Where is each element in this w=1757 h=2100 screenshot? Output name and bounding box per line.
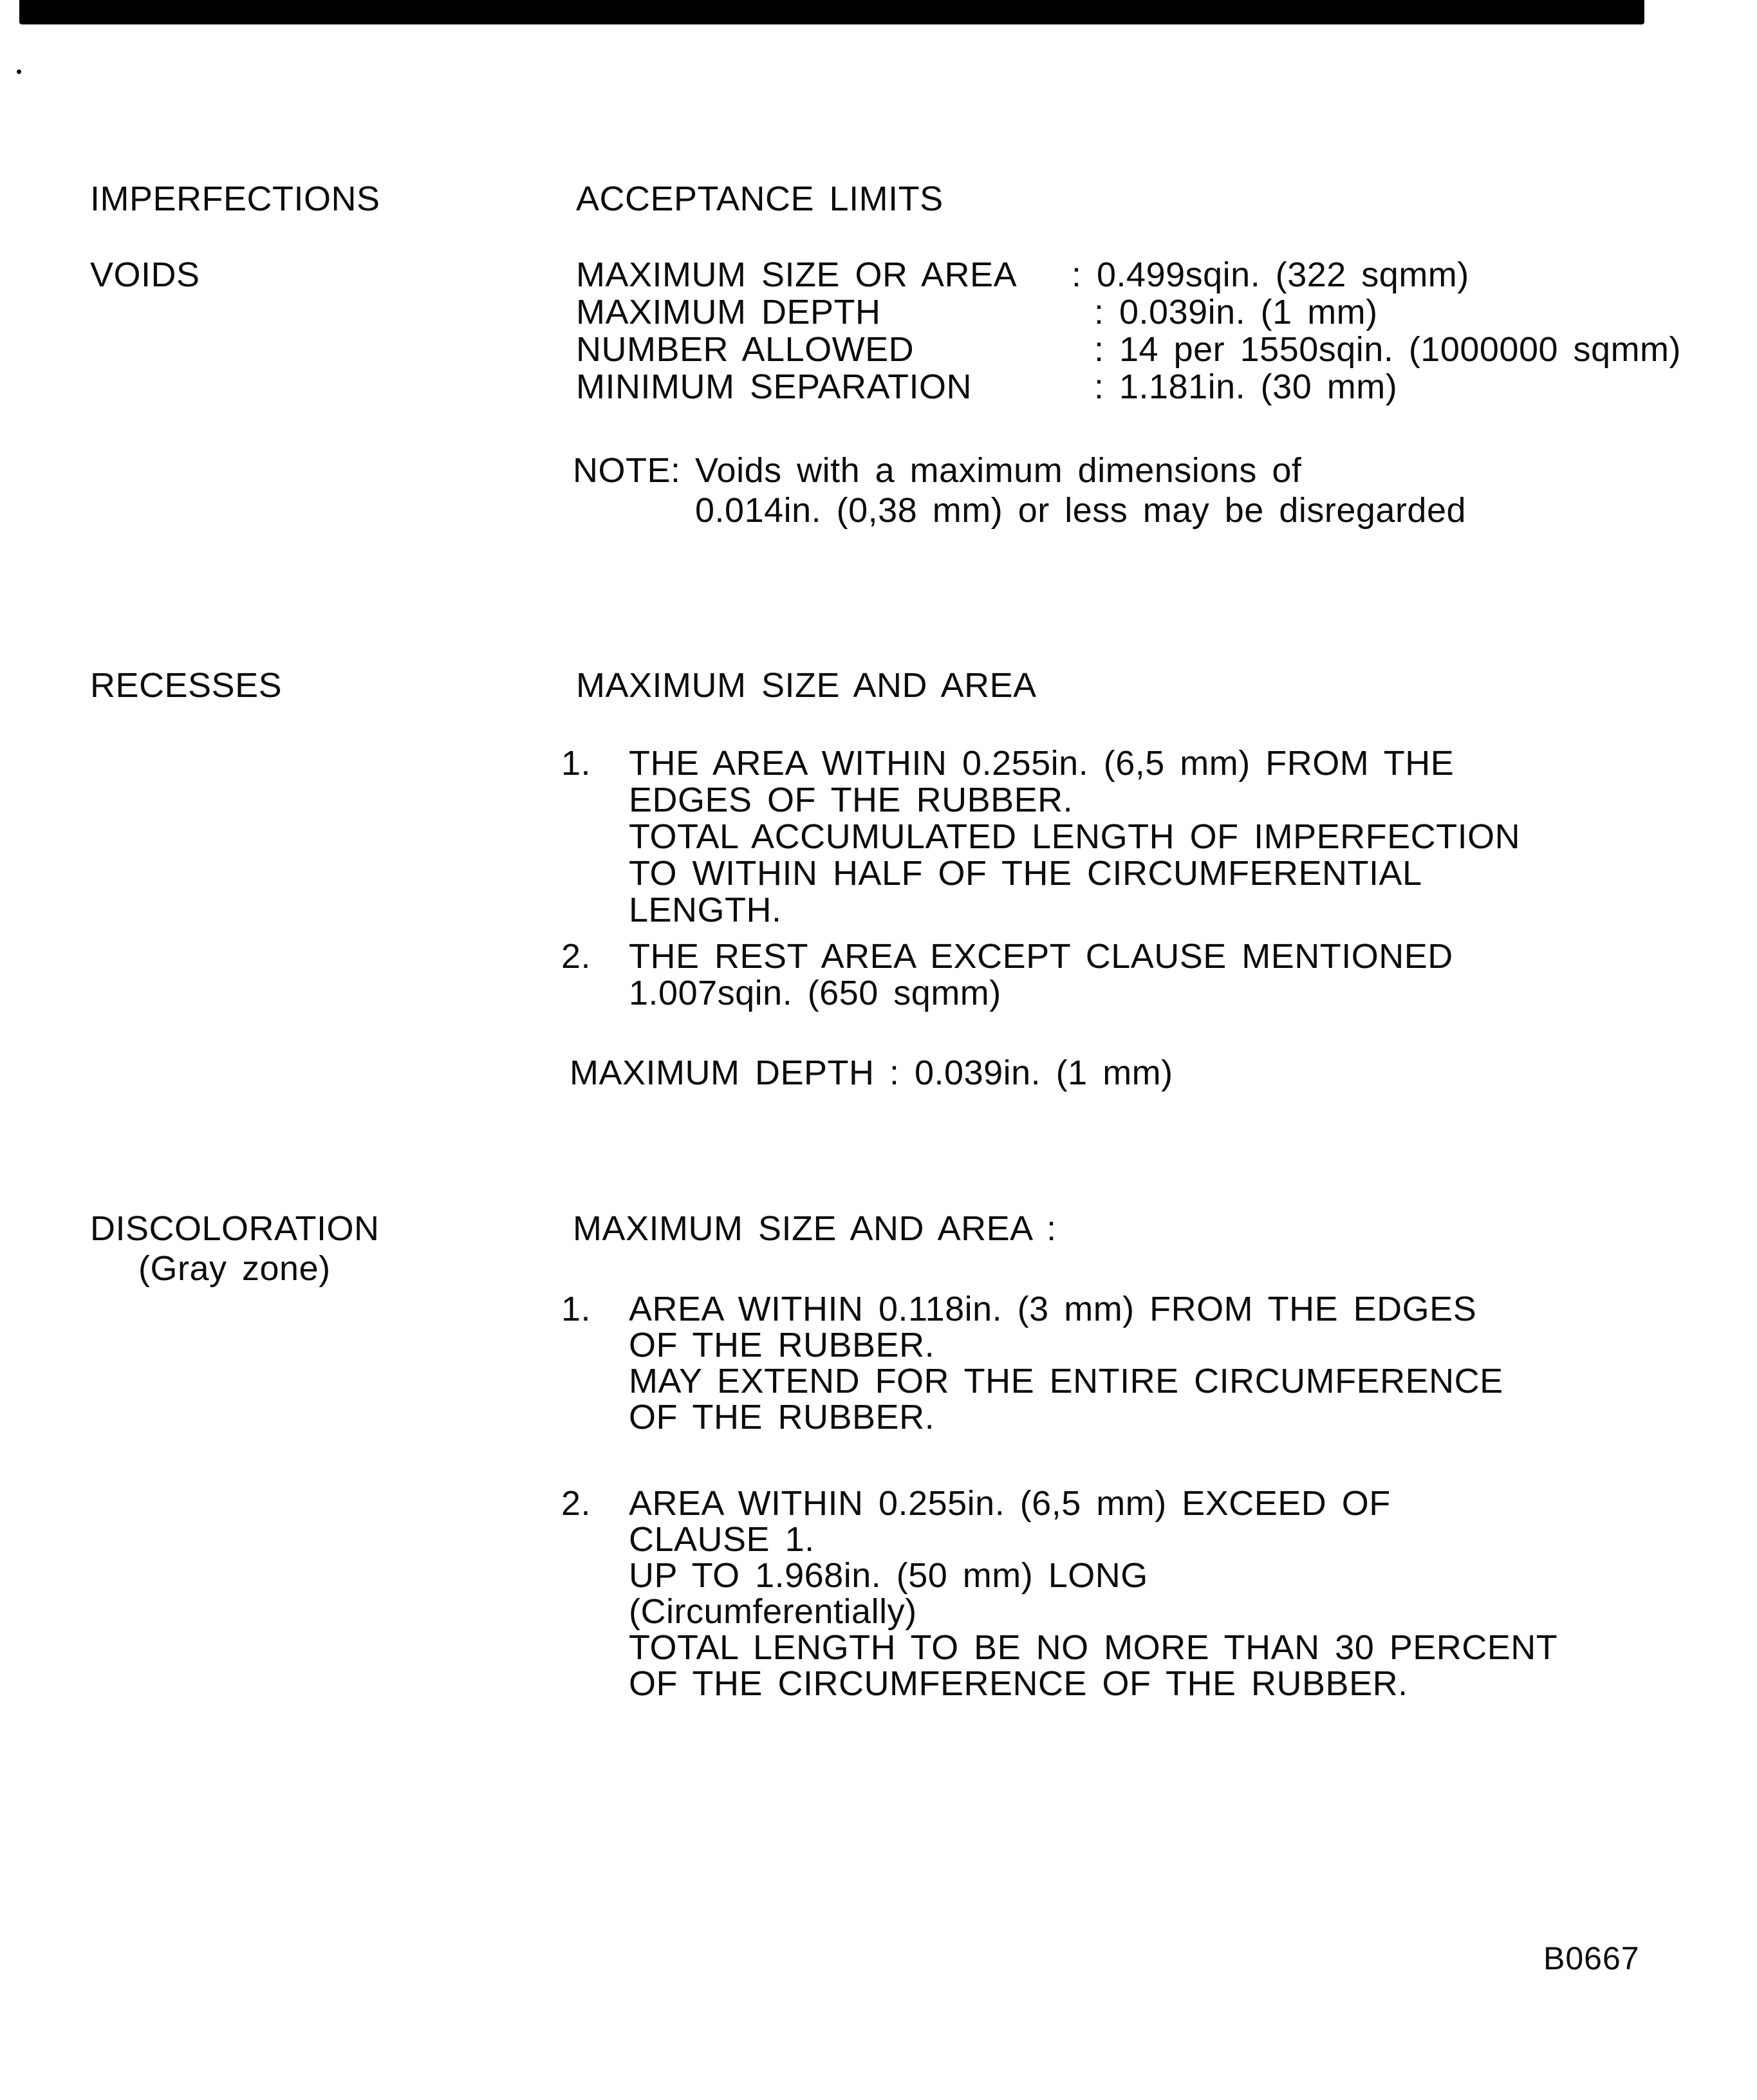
list-item-number: 1. <box>561 744 591 783</box>
voids-row-value: : 0.039in. (1 mm) <box>1094 293 1378 331</box>
list-item-line: AREA WITHIN 0.118in. (3 mm) FROM THE EDGES <box>629 1290 1477 1328</box>
recesses-max-depth: MAXIMUM DEPTH : 0.039in. (1 mm) <box>570 1054 1173 1092</box>
note-body <box>695 451 1466 530</box>
list-item-body <box>629 938 1453 1012</box>
list-item-number: 2. <box>561 937 591 976</box>
list-item-line: TOTAL ACCUMULATED LENGTH OF IMPERFECTION <box>629 817 1521 856</box>
list-item-line: CLAUSE 1. <box>629 1520 815 1559</box>
list-item-line: OF THE RUBBER. <box>629 1326 935 1364</box>
scan-speck-dot <box>17 70 21 74</box>
list-item-line: UP TO 1.968in. (50 mm) LONG <box>629 1556 1148 1595</box>
list-item-body <box>629 1485 1557 1702</box>
list-item-number: 1. <box>561 1290 591 1328</box>
discoloration-heading: MAXIMUM SIZE AND AREA : <box>573 1209 1057 1248</box>
scan-artifact-top-bar <box>19 0 1644 24</box>
list-item-line: AREA WITHIN 0.255in. (6,5 mm) EXCEED OF <box>629 1484 1391 1523</box>
voids-row-value: : 1.181in. (30 mm) <box>1094 367 1398 406</box>
voids-row-value: : 14 per 1550sqin. (1000000 sqmm) <box>1094 330 1682 369</box>
list-item-line: MAY EXTEND FOR THE ENTIRE CIRCUMFERENCE <box>629 1362 1503 1400</box>
list-item-line: THE REST AREA EXCEPT CLAUSE MENTIONED <box>629 937 1453 976</box>
section-sublabel-gray-zone: (Gray zone) <box>138 1249 331 1288</box>
note-line: 0.014in. (0,38 mm) or less may be disregarded <box>695 491 1467 530</box>
column-header-imperfections: IMPERFECTIONS <box>90 180 380 218</box>
list-item-line: THE AREA WITHIN 0.255in. (6,5 mm) FROM THE <box>629 744 1455 783</box>
discoloration-list-item-2 <box>561 1485 1557 1702</box>
column-header-acceptance-limits: ACCEPTANCE LIMITS <box>576 180 944 218</box>
voids-row-max-depth <box>576 293 1681 331</box>
voids-row-value: : 0.499sqin. (322 sqmm) <box>1072 256 1469 294</box>
section-label-recesses: RECESSES <box>90 666 283 705</box>
note-label: NOTE: <box>573 451 681 490</box>
list-item-line: LENGTH. <box>629 891 782 929</box>
list-item-body <box>629 745 1520 929</box>
voids-limits-table <box>576 256 1681 405</box>
note-line: Voids with a maximum dimensions of <box>695 451 1302 490</box>
voids-row-number-allowed <box>576 331 1681 368</box>
section-label-voids: VOIDS <box>90 256 200 294</box>
voids-row-min-separation <box>576 368 1681 405</box>
voids-row-label: MAXIMUM SIZE OR AREA <box>576 256 1018 294</box>
list-item-line: (Circumferentially) <box>629 1592 917 1631</box>
list-item-number: 2. <box>561 1484 591 1523</box>
recesses-list-item-2 <box>561 938 1453 1012</box>
voids-row-label: MINIMUM SEPARATION <box>576 367 972 406</box>
list-item-line: OF THE CIRCUMFERENCE OF THE RUBBER. <box>629 1664 1408 1703</box>
voids-row-label: MAXIMUM DEPTH <box>576 293 881 331</box>
list-item-line: TOTAL LENGTH TO BE NO MORE THAN 30 PERCENT <box>629 1628 1558 1667</box>
list-item-line: TO WITHIN HALF OF THE CIRCUMFERENTIAL <box>629 854 1422 893</box>
section-label-discoloration: DISCOLORATION <box>90 1209 380 1248</box>
recesses-list-item-1 <box>561 745 1520 929</box>
voids-note <box>573 451 1466 530</box>
voids-row-label: NUMBER ALLOWED <box>576 330 915 369</box>
voids-row-max-size <box>576 256 1681 293</box>
list-item-body <box>629 1291 1503 1435</box>
list-item-line: OF THE RUBBER. <box>629 1398 935 1436</box>
discoloration-list-item-1 <box>561 1291 1503 1435</box>
recesses-heading: MAXIMUM SIZE AND AREA <box>576 666 1037 705</box>
list-item-line: 1.007sqin. (650 sqmm) <box>629 974 1001 1012</box>
list-item-line: EDGES OF THE RUBBER. <box>629 781 1074 819</box>
page-code: B0667 <box>1543 1940 1640 1976</box>
